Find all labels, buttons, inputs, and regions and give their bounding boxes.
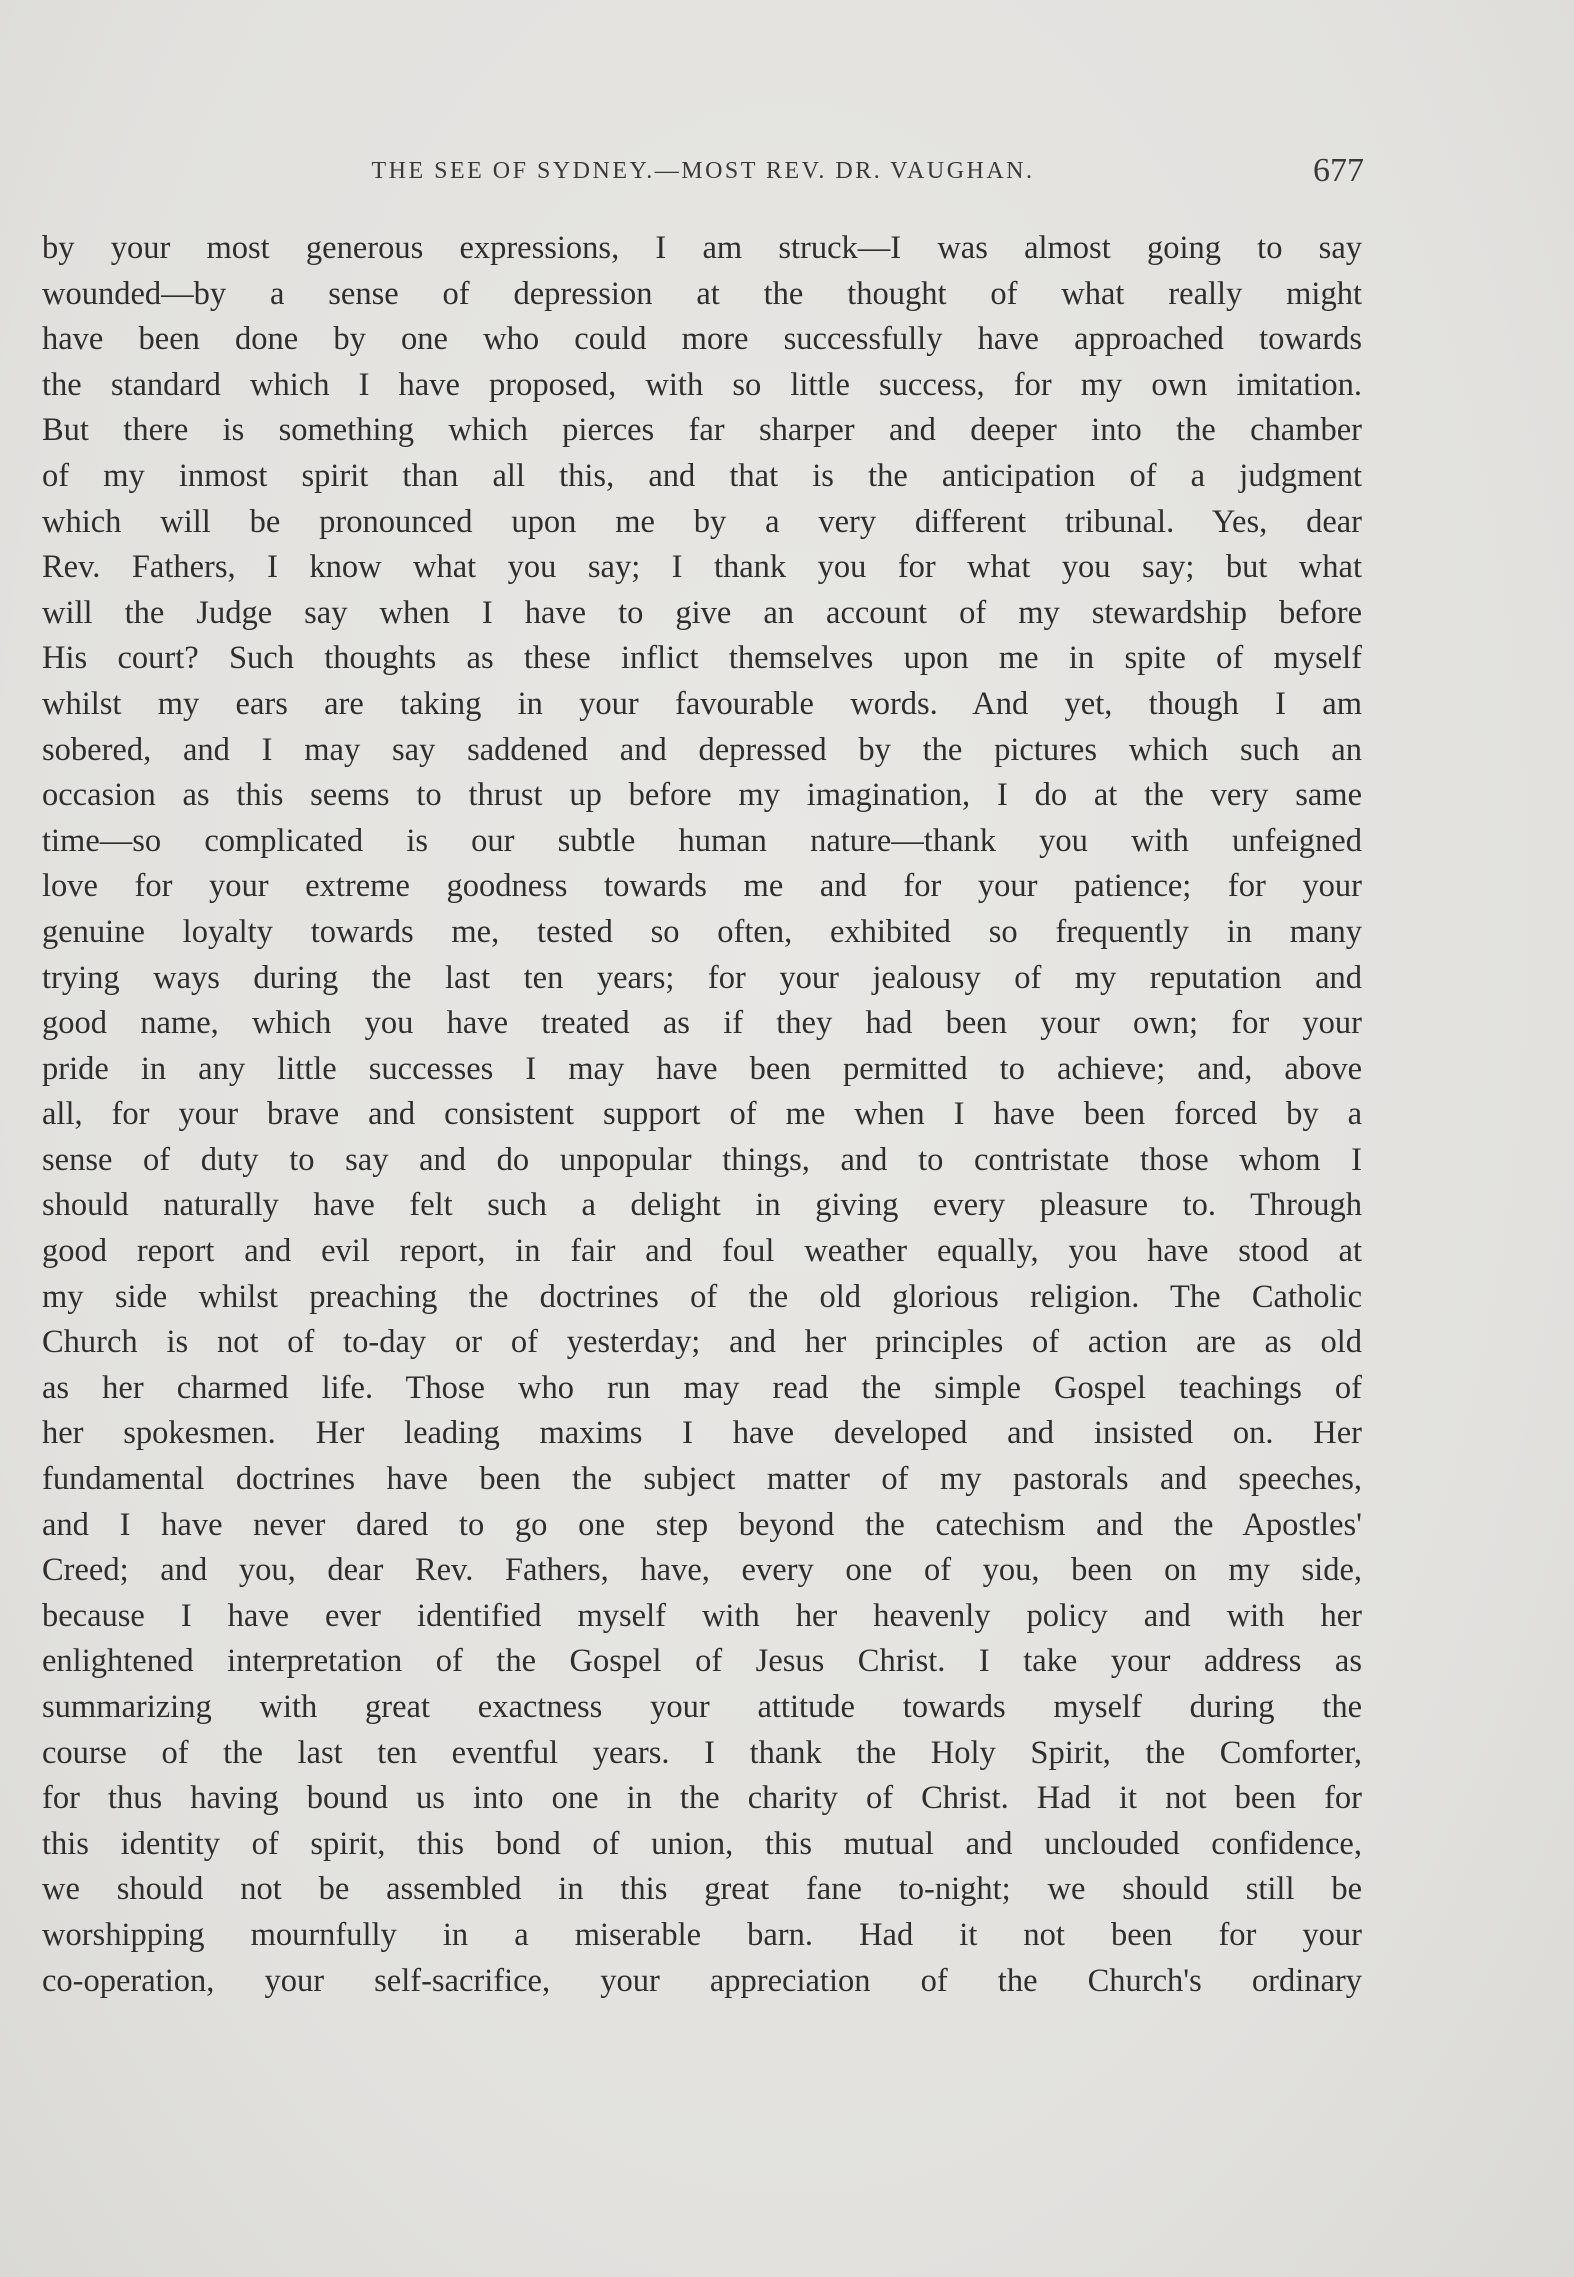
text-line: which will be pronounced upon me by a very different tribunal. Yes, dear: [42, 503, 1362, 540]
text-line: enlightened interpretation of the Gospel of Jesus Christ. I take your address as: [42, 1643, 1362, 1680]
text-line: worshipping mournfully in a miserable barn. Had it not been for your: [42, 1916, 1362, 1953]
text-line: have been done by one who could more successfully have approached towards: [42, 321, 1362, 358]
text-line: occasion as this seems to thrust up before my imagination, I do at the very same: [42, 777, 1362, 814]
text-line: genuine loyalty towards me, tested so often, exhibited so frequently in many: [42, 913, 1362, 950]
text-line: Creed; and you, dear Rev. Fathers, have, every one of you, been on my side,: [42, 1552, 1362, 1589]
text-line: sense of duty to say and do unpopular things, and to contristate those whom I: [42, 1141, 1362, 1178]
text-line: Church is not of to-day or of yesterday; and her principles of action are as old: [42, 1324, 1362, 1361]
text-line: we should not be assembled in this great fane to-night; we should still be: [42, 1871, 1362, 1908]
text-line: whilst my ears are taking in your favourable words. And yet, though I am: [42, 685, 1362, 722]
text-line: summarizing with great exactness your attitude towards myself during the: [42, 1689, 1362, 1725]
text-line: this identity of spirit, this bond of union, this mutual and unclouded confidence,: [42, 1825, 1362, 1862]
text-line: wounded—by a sense of depression at the thought of what really might: [42, 275, 1362, 312]
text-line: my side whilst preaching the doctrines of the old glorious religion. The Catholic: [42, 1278, 1362, 1315]
page-number: 677: [1313, 152, 1364, 189]
text-line: and I have never dared to go one step beyond the catechism and the Apostles': [42, 1506, 1362, 1543]
body-text: [42, 226, 1362, 2004]
text-line: as her charmed life. Those who run may read the simple Gospel teachings of: [42, 1369, 1362, 1406]
text-line: His court? Such thoughts as these inflict themselves upon me in spite of myself: [42, 640, 1362, 677]
text-line: for thus having bound us into one in the charity of Christ. Had it not been for: [42, 1780, 1362, 1817]
text-line: Rev. Fathers, I know what you say; I thank you for what you say; but what: [42, 549, 1362, 586]
text-line: time—so complicated is our subtle human nature—thank you with unfeigned: [42, 822, 1362, 859]
text-line: course of the last ten eventful years. I thank the Holy Spirit, the Comforter,: [42, 1734, 1362, 1771]
text-line: sobered, and I may say saddened and depressed by the pictures which such an: [42, 731, 1362, 768]
text-line: love for your extreme goodness towards me and for your patience; for your: [42, 868, 1362, 905]
text-line: her spokesmen. Her leading maxims I have developed and insisted on. Her: [42, 1415, 1362, 1452]
text-line: all, for your brave and consistent support of me when I have been forced by a: [42, 1096, 1362, 1133]
text-line: good name, which you have treated as if they had been your own; for your: [42, 1005, 1362, 1042]
text-line: fundamental doctrines have been the subject matter of my pastorals and speeches,: [42, 1461, 1362, 1498]
text-line: pride in any little successes I may have been permitted to achieve; and, above: [42, 1050, 1362, 1087]
text-line: good report and evil report, in fair and foul weather equally, you have stood at: [42, 1233, 1362, 1270]
text-line: But there is something which pierces far sharper and deeper into the chamber: [42, 412, 1362, 449]
page-header: [42, 152, 1364, 196]
text-line: trying ways during the last ten years; for your jealousy of my reputation and: [42, 959, 1362, 996]
text-line: because I have ever identified myself with her heavenly policy and with her: [42, 1597, 1362, 1634]
running-head: THE SEE OF SYDNEY.—MOST REV. DR. VAUGHAN.: [371, 158, 1035, 184]
text-line: by your most generous expressions, I am struck—I was almost going to say: [42, 230, 1362, 266]
text-line: co-operation, your self-sacrifice, your appreciation of the Church's ordinary: [42, 1962, 1362, 1999]
text-line: will the Judge say when I have to give an account of my stewardship before: [42, 594, 1362, 631]
text-line: should naturally have felt such a delight in giving every pleasure to. Through: [42, 1187, 1362, 1224]
text-line: the standard which I have proposed, with so little success, for my own imitation.: [42, 366, 1362, 403]
text-line: of my inmost spirit than all this, and that is the anticipation of a judgment: [42, 457, 1362, 494]
